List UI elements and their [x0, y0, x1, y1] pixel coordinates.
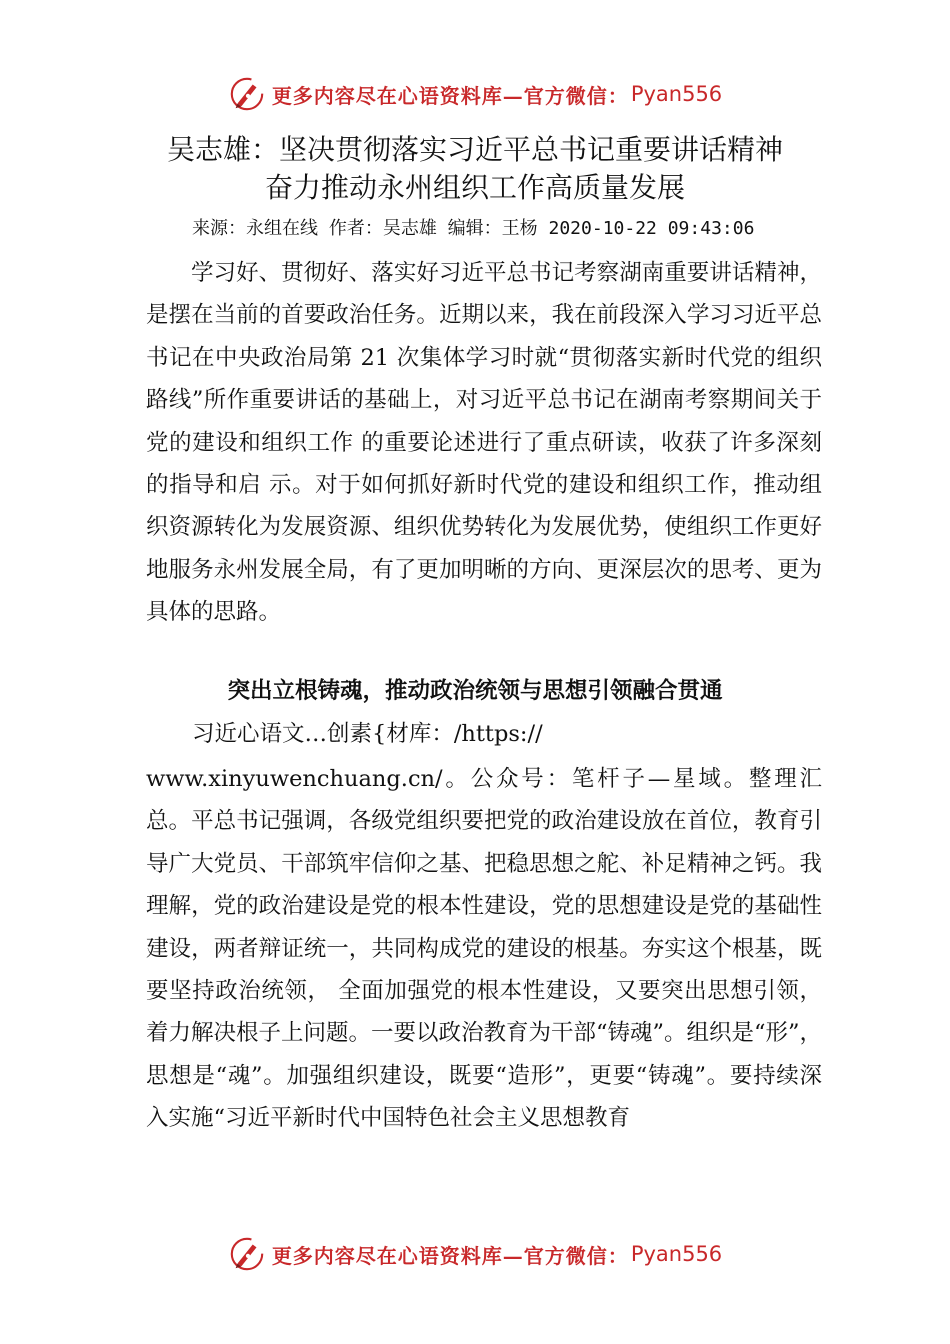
banner-text: 更多内容尽在心语资料库—官方微信： — [271, 83, 629, 108]
article-title-line-1: 吴志雄：坚决贯彻落实习近平总书记重要讲话精神 — [166, 133, 783, 166]
banner-wechat-id: Pyan556 — [630, 1242, 723, 1266]
paragraph-1: 学习好、贯彻好、落实好习近平总书记考察湖南重要讲话精神，是摆在当前的首要政治任务。近期以来，我在前段深入学习习近平总书记在中央政治局第 21 次集体学习时就“贯彻落实新时代党的组织路线”所作重要讲话的基础上，对习近平总书记在湖南考察期间关于党的建设和组织工作 的重要论述进行了重点研读，收获了许多深刻的指导和启 示。对于如何抓好新时代党的建设和组织工作，推动组织资源转化为发展资源、组织优势转化为发展优势，使组织工作更好地服务永州发展全局，有了更加明晰的方向、更深层次的思考、更为具体的思路。 — [146, 260, 822, 626]
source-line: 习近心语文…创素{材库：/https:// — [192, 721, 543, 747]
article-title-line-2: 奋力推动永州组织工作高质量发展 — [264, 171, 685, 204]
paragraph-2: www.xinyuwenchuang.cn/。公众号：笔杆子—星域。整理汇总。平总书记强调，各级党组织要把党的政治建设放在首位，教育引导广大党员、干部筑牢信仰之基、把稳思想之舵、补足精神之钙。我理解，党的政治建设是党的根本性建设，党的思想建设是党的基础性建设，两者辩证统一，共同构成党的建设的根基。夯实这个根基，既要坚持政治统领， 全面加强党的根本性建设，又要突出思想引领，着力解决根子上问题。一要以政治教育为干部“铸魂”。组织是“形”，思想是“魂”。加强组织建设，既要“造形”，更要“铸魂”。要持续深入实施“习近平新时代中国特色社会主义思想教育 — [146, 766, 823, 1132]
section-heading: 突出立根铸魂，推动政治统领与思想引领融合贯通 — [227, 678, 723, 704]
footer-banner — [0, 1232, 950, 1276]
header-banner — [0, 72, 950, 116]
banner-text: 更多内容尽在心语资料库—官方微信： — [271, 1243, 629, 1268]
article-meta: 来源：永组在线 作者：吴志雄 编辑：王杨 2020-10-22 09:43:06 — [192, 218, 755, 239]
pen-logo-icon — [228, 1235, 266, 1273]
pen-logo-icon — [228, 75, 266, 113]
banner-wechat-id: Pyan556 — [630, 82, 723, 106]
